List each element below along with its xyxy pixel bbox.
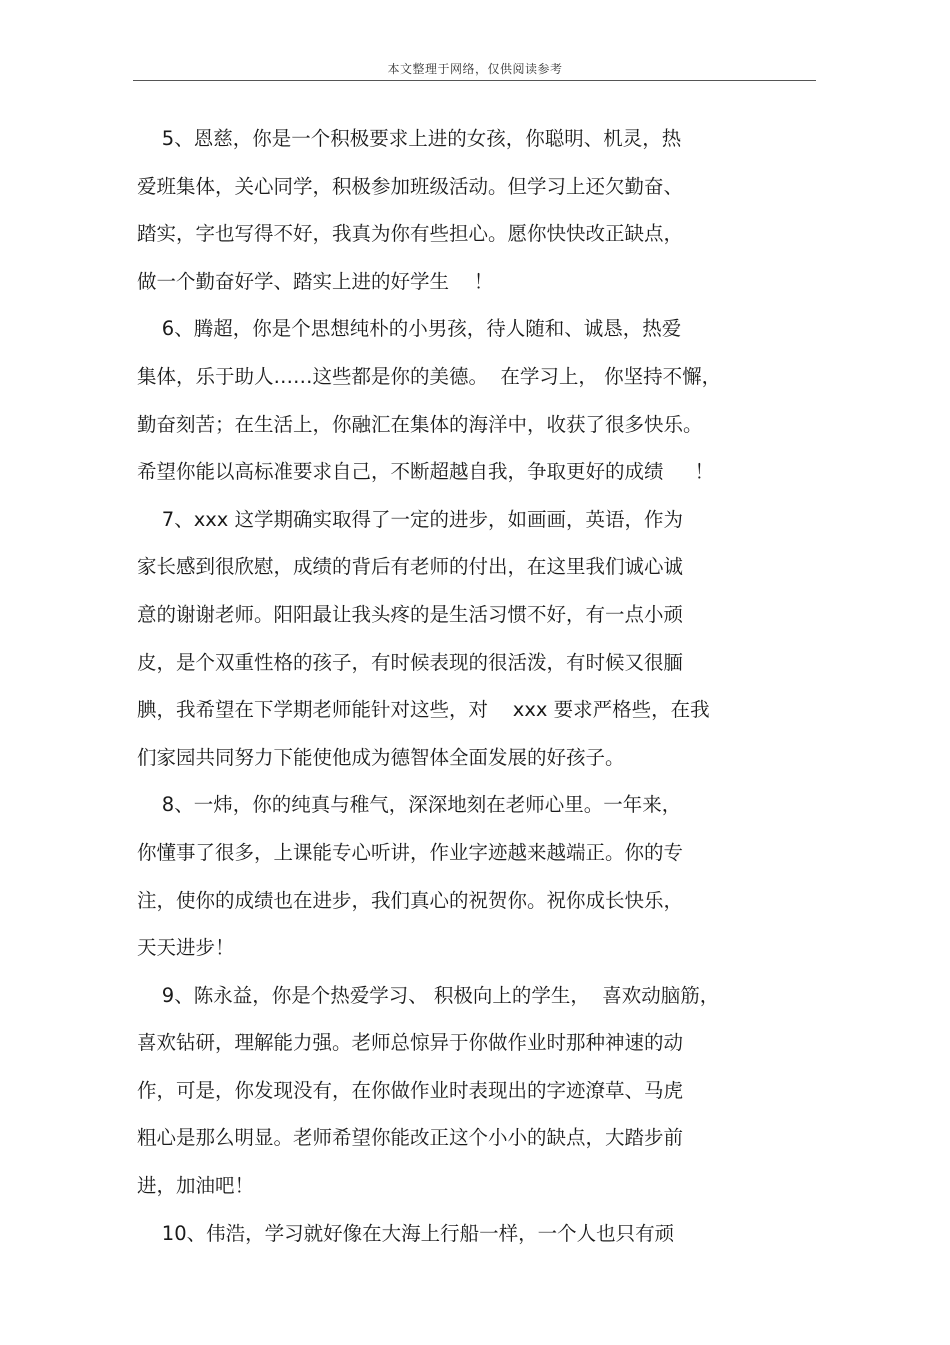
text-line: 天天进步！	[137, 936, 235, 960]
text-line: 7、xxx 这学期确实取得了一定的进步，如画画，英语，作为	[137, 507, 684, 531]
text-line: 爱班集体，关心同学，积极参加班级活动。但学习上还欠勤奋、	[137, 174, 684, 198]
text-line: 希望你能以高标准要求自己，不断超越自我，争取更好的成绩 ！	[137, 460, 714, 484]
text-line: 勤奋刻苦；在生活上，你融汇在集体的海洋中，收获了很多快乐。	[137, 412, 703, 436]
header-text: 本文整理于网络，仅供阅读参考	[387, 62, 563, 76]
text-line: 作，可是，你发现没有，在你做作业时表现出的字迹潦草、马虎	[137, 1078, 684, 1102]
document-body	[137, 115, 807, 1257]
text-line: 意的谢谢老师。阳阳最让我头疼的是生活习惯不好，有一点小顽	[137, 602, 684, 626]
text-line: 粗心是那么明显。老师希望你能改正这个小小的缺点，大踏步前	[137, 1126, 684, 1150]
text-line: 8、一炜，你的纯真与稚气，深深地刻在老师心里。一年来，	[137, 793, 682, 817]
text-line: 皮，是个双重性格的孩子，有时候表现的很活泼，有时候又很腼	[137, 650, 684, 674]
text-line: 们家园共同努力下能使他成为德智体全面发展的好孩子。	[137, 745, 625, 769]
text-line: 集体，乐于助人……这些都是你的美德。 在学习上， 你坚持不懈，	[137, 364, 722, 388]
text-line: 6、腾超，你是个思想纯朴的小男孩，待人随和、诚恳，热爱	[137, 317, 682, 341]
text-line: 踏实，字也写得不好，我真为你有些担心。愿你快快改正缺点，	[137, 222, 684, 246]
text-line: 你懂事了很多，上课能专心听讲，作业字迹越来越端正。你的专	[137, 840, 684, 864]
text-line: 喜欢钻研，理解能力强。老师总惊异于你做作业时那种神速的动	[137, 1031, 684, 1055]
text-line: 进，加油吧！	[137, 1174, 255, 1198]
text-line: 腆，我希望在下学期老师能针对这些，对 xxx 要求严格些，在我	[137, 698, 710, 722]
text-line: 做一个勤奋好学、踏实上进的好学生 ！	[137, 269, 494, 293]
text-line: 9、陈永益，你是个热爱学习、 积极向上的学生， 喜欢动脑筋，	[137, 983, 720, 1007]
text-line: 注，使你的成绩也在进步，我们真心的祝贺你。祝你成长快乐，	[137, 888, 684, 912]
text-line: 家长感到很欣慰，成绩的背后有老师的付出，在这里我们诚心诚	[137, 555, 684, 579]
text-line: 5、恩慈，你是一个积极要求上进的女孩，你聪明、机灵，热	[137, 127, 682, 150]
text-line: 10、伟浩，学习就好像在大海上行船一样，一个人也只有顽	[137, 1221, 675, 1245]
header-divider	[133, 80, 816, 81]
